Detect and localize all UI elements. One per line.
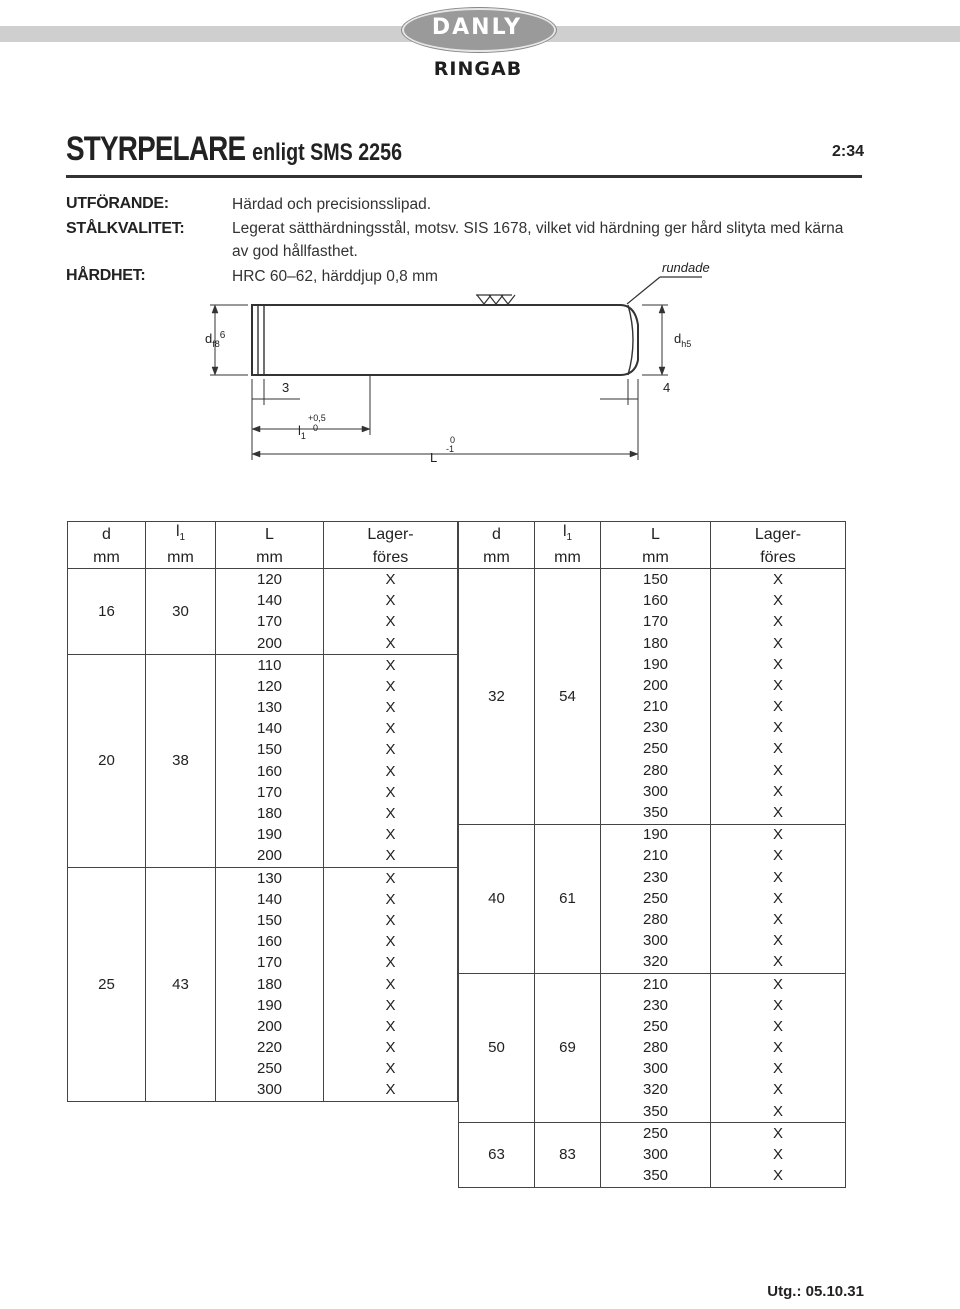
l1-tolerance-bottom: 0 xyxy=(313,423,319,433)
stock-cell: X xyxy=(772,634,783,652)
length-cell: 140 xyxy=(216,889,324,910)
stock-cell: X xyxy=(385,1060,396,1078)
length-cell: 160 xyxy=(216,761,324,782)
diameter-cell: 50 xyxy=(459,973,535,1122)
length-cell: 190 xyxy=(601,824,711,846)
table-row xyxy=(459,1123,846,1145)
table-row xyxy=(68,655,458,677)
length-cell: 180 xyxy=(601,633,711,654)
length-cell: 130 xyxy=(216,868,324,890)
length-cell: 350 xyxy=(601,802,711,824)
l1-cell: 54 xyxy=(535,569,601,824)
header-row xyxy=(68,522,458,548)
stock-cell: X xyxy=(385,741,396,759)
table-row xyxy=(68,868,458,890)
length-cell: 140 xyxy=(216,591,324,612)
length-cell: 190 xyxy=(216,825,324,846)
diameter-cell: 25 xyxy=(68,868,146,1102)
length-cell: 170 xyxy=(216,612,324,633)
stock-cell: X xyxy=(385,613,396,631)
length-cell: 150 xyxy=(216,740,324,761)
stock-cell: X xyxy=(385,1081,396,1099)
length-cell: 110 xyxy=(216,655,324,677)
l1-label: $l_1$ xyxy=(298,423,306,441)
diameter-cell: 16 xyxy=(68,569,146,655)
diameter-cell: 40 xyxy=(459,824,535,973)
stock-cell: X xyxy=(772,613,783,631)
length-cell: 120 xyxy=(216,569,324,591)
length-cell: 170 xyxy=(216,953,324,974)
length-cell: 150 xyxy=(601,569,711,591)
unit-row xyxy=(459,547,846,569)
logo-danly-text: DANLY xyxy=(431,15,523,40)
stock-cell: X xyxy=(772,676,783,694)
header-lager: Lager- xyxy=(367,526,414,544)
stock-cell: X xyxy=(772,1060,783,1078)
length-cell: 210 xyxy=(601,846,711,867)
length-cell: 210 xyxy=(601,973,711,995)
spec-label-hardhet: HÅRDHET: xyxy=(66,267,146,284)
guide-pillar-drawing xyxy=(190,255,730,470)
spec-value-utforande: Härdad och precisionsslipad. xyxy=(232,196,432,213)
table-row xyxy=(459,973,846,995)
unit-row xyxy=(68,547,458,569)
length-cell: 140 xyxy=(216,719,324,740)
length-cell: 170 xyxy=(601,612,711,633)
table-row xyxy=(459,824,846,846)
length-cell: 210 xyxy=(601,697,711,718)
l1-cell: 83 xyxy=(535,1123,601,1188)
company-logo xyxy=(398,6,558,78)
page-title xyxy=(66,130,476,169)
title-main xyxy=(66,130,402,169)
table-row xyxy=(459,569,846,591)
stock-cell: X xyxy=(385,592,396,610)
stock-cell: X xyxy=(711,569,846,591)
length-cell: 220 xyxy=(216,1038,324,1059)
stock-cell: X xyxy=(772,761,783,779)
length-cell: 280 xyxy=(601,760,711,781)
stock-cell: X xyxy=(385,890,396,908)
stock-cell: X xyxy=(324,868,458,890)
stock-cell: X xyxy=(385,634,396,652)
length-cell: 160 xyxy=(216,932,324,953)
stock-cell: X xyxy=(385,826,396,844)
length-cell: 160 xyxy=(601,591,711,612)
stock-cell: X xyxy=(385,1017,396,1035)
diameter-cell: 63 xyxy=(459,1123,535,1188)
stock-cell: X xyxy=(385,954,396,972)
length-cell: 200 xyxy=(216,846,324,868)
stock-cell: X xyxy=(772,719,783,737)
header-d: d xyxy=(68,522,146,548)
unit-fores: föres xyxy=(372,549,409,567)
dimension-table-right xyxy=(458,521,846,1188)
rundade-label: rundade xyxy=(662,260,710,275)
stock-cell: X xyxy=(385,762,396,780)
logo-ringab-text: RINGAB xyxy=(433,58,523,80)
unit-L: mm xyxy=(216,547,324,569)
left-diameter-label: $d_{f8}^6$ xyxy=(205,330,226,349)
unit-d: mm xyxy=(459,547,535,569)
right-diameter-label: $d_{h5}$ xyxy=(674,331,692,349)
length-cell: 200 xyxy=(216,633,324,655)
title-sub-text: enligt SMS 2256 xyxy=(252,139,403,166)
stock-cell: X xyxy=(772,782,783,800)
page-number: 2:34 xyxy=(831,143,864,160)
stock-cell: X xyxy=(385,677,396,695)
unit-fores: föres xyxy=(760,549,796,567)
L-label: L xyxy=(430,450,438,465)
dim-3-label: 3 xyxy=(282,380,290,395)
length-cell: 120 xyxy=(216,676,324,697)
length-cell: 190 xyxy=(601,654,711,675)
header-l1: $l_1$ xyxy=(146,522,216,548)
table-row xyxy=(68,569,458,591)
length-cell: 180 xyxy=(216,803,324,824)
length-cell: 230 xyxy=(601,718,711,739)
length-cell: 350 xyxy=(601,1166,711,1188)
stock-cell: X xyxy=(385,805,396,823)
stock-cell: X xyxy=(772,1081,783,1099)
length-cell: 130 xyxy=(216,698,324,719)
header-L: L xyxy=(216,522,324,548)
stock-cell: X xyxy=(385,975,396,993)
stock-cell: X xyxy=(772,804,783,822)
stock-cell: X xyxy=(385,996,396,1014)
length-cell: 280 xyxy=(601,1038,711,1059)
length-cell: 280 xyxy=(601,909,711,930)
l1-cell: 38 xyxy=(146,655,216,868)
stock-cell: X xyxy=(772,910,783,928)
stock-cell: X xyxy=(711,1123,846,1145)
spec-label-stalkvalitet: STÅLKVALITET: xyxy=(66,220,185,237)
l1-cell: 61 xyxy=(535,824,601,973)
stock-cell: X xyxy=(772,1017,783,1035)
spec-value-hardhet: HRC 60–62, härddjup 0,8 mm xyxy=(232,268,438,285)
header-lager: Lager- xyxy=(754,526,802,544)
stock-cell: X xyxy=(772,655,783,673)
stock-cell: X xyxy=(772,592,783,610)
length-cell: 200 xyxy=(601,675,711,696)
length-cell: 250 xyxy=(601,1123,711,1145)
length-cell: 230 xyxy=(601,995,711,1016)
stock-cell: X xyxy=(772,847,783,865)
l1-cell: 69 xyxy=(535,973,601,1122)
stock-cell: X xyxy=(385,1039,396,1057)
dim-4-label: 4 xyxy=(663,380,671,395)
length-cell: 300 xyxy=(601,1059,711,1080)
length-cell: 170 xyxy=(216,782,324,803)
header-row xyxy=(459,522,846,548)
unit-L: mm xyxy=(601,547,711,569)
stock-cell: X xyxy=(772,953,783,971)
stock-cell: X xyxy=(772,740,783,758)
stock-cell: X xyxy=(385,783,396,801)
length-cell: 250 xyxy=(216,1059,324,1080)
stock-cell: X xyxy=(772,698,783,716)
stock-cell: X xyxy=(324,655,458,677)
stock-cell: X xyxy=(772,1102,783,1120)
length-cell: 180 xyxy=(216,974,324,995)
stock-cell: X xyxy=(711,824,846,846)
diameter-cell: 20 xyxy=(68,655,146,868)
stock-cell: X xyxy=(772,868,783,886)
stock-cell: X xyxy=(711,973,846,995)
stock-cell: X xyxy=(324,569,458,591)
stock-cell: X xyxy=(772,1146,783,1164)
stock-cell: X xyxy=(385,933,396,951)
length-cell: 200 xyxy=(216,1016,324,1037)
L-tolerance-top: 0 xyxy=(450,435,456,445)
l1-cell: 43 xyxy=(146,868,216,1102)
edition-date: Utg.: 05.10.31 xyxy=(767,1283,864,1300)
diameter-cell: 32 xyxy=(459,569,535,824)
stock-cell: X xyxy=(385,847,396,865)
length-cell: 250 xyxy=(601,739,711,760)
length-cell: 300 xyxy=(601,931,711,952)
length-cell: 320 xyxy=(601,1080,711,1101)
dimension-table-left xyxy=(67,521,458,1102)
length-cell: 350 xyxy=(601,1101,711,1123)
length-cell: 320 xyxy=(601,952,711,974)
stock-cell: X xyxy=(385,699,396,717)
stock-cell: X xyxy=(772,932,783,950)
spec-value-stalkvalitet: Legerat sätthärdningsstål, motsv. SIS 1678, vilket vid härdning ger hård slityta med kärna av god hållfasthet. xyxy=(232,220,844,260)
title-main-text: STYRPELARE xyxy=(66,130,246,168)
stock-cell: X xyxy=(772,996,783,1014)
length-cell: 190 xyxy=(216,995,324,1016)
stock-cell: X xyxy=(772,889,783,907)
l1-cell: 30 xyxy=(146,569,216,655)
l1-tolerance-top: +0,5 xyxy=(308,413,326,423)
header-l1: $l_1$ xyxy=(535,522,601,548)
header-d: d xyxy=(459,522,535,548)
stock-cell: X xyxy=(772,1039,783,1057)
stock-cell: X xyxy=(385,911,396,929)
length-cell: 250 xyxy=(601,888,711,909)
unit-d: mm xyxy=(68,547,146,569)
stock-cell: X xyxy=(385,720,396,738)
title-rule xyxy=(66,175,862,178)
length-cell: 300 xyxy=(601,781,711,802)
unit-l1: mm xyxy=(535,547,601,569)
header-L: L xyxy=(601,522,711,548)
length-cell: 300 xyxy=(216,1080,324,1102)
length-cell: 250 xyxy=(601,1016,711,1037)
unit-l1: mm xyxy=(146,547,216,569)
L-tolerance-bottom: -1 xyxy=(446,444,455,454)
stock-cell: X xyxy=(772,1167,783,1185)
length-cell: 150 xyxy=(216,910,324,931)
length-cell: 230 xyxy=(601,867,711,888)
length-cell: 300 xyxy=(601,1144,711,1165)
spec-label-utforande: UTFÖRANDE: xyxy=(66,195,169,212)
